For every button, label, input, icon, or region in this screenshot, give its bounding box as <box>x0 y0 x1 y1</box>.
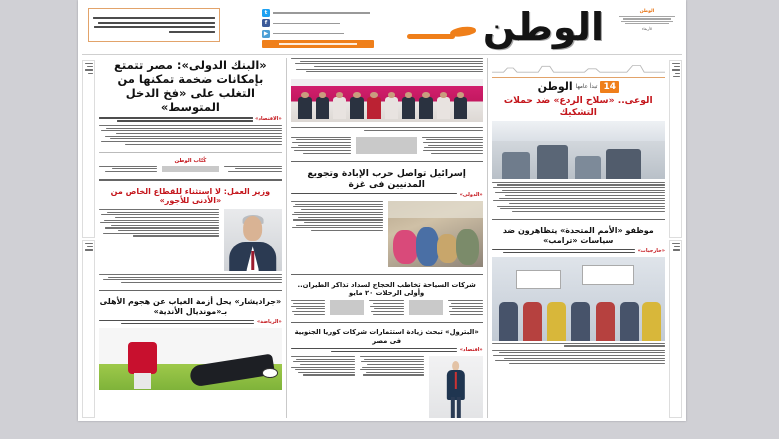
minister-block[interactable] <box>99 187 282 284</box>
anniversary-lead-text: تبدأ عامها <box>575 83 598 90</box>
anniversary-brand: الوطن <box>537 80 573 94</box>
social-handle <box>273 23 374 24</box>
tourism-block[interactable] <box>291 281 483 315</box>
gaza-kicker <box>291 192 483 198</box>
gaza-kicker-text <box>291 192 458 195</box>
social-row-youtube[interactable] <box>262 30 374 38</box>
youtube-icon: ▶ <box>263 30 269 37</box>
logo-swoosh-icon <box>450 25 477 38</box>
un-kicker-text <box>492 248 635 254</box>
column-divider <box>286 58 287 418</box>
logo-swoosh-tail <box>407 34 455 39</box>
middle-twocol-text <box>291 137 483 154</box>
app-download-button[interactable] <box>262 40 374 48</box>
strip-box <box>82 60 95 238</box>
corner-date: الأربعاء <box>641 27 653 32</box>
corner-title: الوطن <box>639 9 655 14</box>
anniversary-headline[interactable]: الوعى.. «سلاح الردع» ضد حملات التشكيك <box>503 95 653 118</box>
strip-box <box>669 60 682 238</box>
petroleum-block[interactable] <box>291 328 483 418</box>
petroleum-kicker-text <box>291 347 458 353</box>
un-headline[interactable]: موظفو «الأمم المتحدة» يتظاهرون ضد سياسات «ترامب» <box>502 226 654 246</box>
anniversary-header <box>492 80 665 93</box>
social-row-facebook[interactable] <box>262 19 374 27</box>
anniversary-badge: 14 <box>600 81 619 93</box>
social-handle <box>273 12 374 13</box>
minister-headline[interactable]: وزير العمل: لا استثناء للقطاع الخاص من «الأدنى للأجور» <box>110 186 271 206</box>
un-protest-photo[interactable] <box>492 257 665 341</box>
minister-body <box>99 274 282 283</box>
column-middle <box>291 58 483 418</box>
masthead-corner-info <box>614 9 680 31</box>
conference-photo-caption <box>291 127 483 131</box>
social-handle <box>273 33 374 34</box>
column-divider <box>487 58 488 418</box>
lead-kicker-text <box>99 116 253 122</box>
opinion-sidebar[interactable] <box>99 158 282 172</box>
lead-kicker-badge: «الاقتصاد» <box>255 116 282 123</box>
masthead-logo: الوطن <box>482 5 604 49</box>
column-right <box>99 58 282 418</box>
petroleum-kicker <box>291 347 483 353</box>
column-left <box>492 58 665 418</box>
petroleum-kicker-badge: «اقتصاد» <box>459 346 483 353</box>
twitter-icon: t <box>262 9 270 17</box>
tourism-headline[interactable]: شركات السياحة تخاطب الحجاج لسداد تذاكر الطيران.. وأولى الرحلات ٢٠ مايو <box>297 280 476 298</box>
un-protest-block[interactable] <box>492 226 665 364</box>
facebook-icon: f <box>262 19 270 27</box>
un-photo-caption <box>492 343 665 347</box>
promo-line <box>94 26 215 28</box>
newspaper-front-page <box>78 0 686 421</box>
lead-headline[interactable]: «البنك الدولى»: مصر تتمتع بإمكانات ضخمة تمكنها من التغلب على «فخ الدخل المتوسط» <box>114 58 267 115</box>
minister-portrait[interactable] <box>224 209 282 271</box>
masthead-promo-box[interactable] <box>88 8 220 42</box>
promo-line <box>93 17 215 19</box>
lead-kicker <box>99 116 282 122</box>
social-row-twitter[interactable] <box>262 9 374 17</box>
anniversary-body <box>492 182 665 212</box>
sports-kicker-badge: «الرياضة» <box>256 318 282 325</box>
gaza-block[interactable] <box>291 168 483 267</box>
un-kicker-badge: «خارجيات» <box>637 247 665 254</box>
strip-box <box>669 240 682 418</box>
middle-top-text <box>291 58 483 76</box>
conference-group-photo[interactable] <box>291 79 483 122</box>
masthead-social-block[interactable] <box>262 9 374 48</box>
sports-kicker-text <box>99 319 254 325</box>
official-portrait-photo[interactable] <box>429 356 483 418</box>
sports-kicker <box>99 319 282 325</box>
opinion-title: كُتّاب الوطن <box>174 157 207 164</box>
page-content <box>82 58 682 418</box>
promo-line <box>98 22 215 24</box>
lead-story-block[interactable] <box>99 58 282 145</box>
anniversary-block[interactable] <box>492 58 665 212</box>
petroleum-headline[interactable]: «البترول» تبحث زيادة استثمارات شركات كوريا الجنوبية فى مصر <box>294 328 479 345</box>
newsroom-photo[interactable] <box>492 121 665 179</box>
right-edge-strip <box>82 58 95 418</box>
sports-headline[interactable]: «جراديشار» يحل أزمة الغياب عن هجوم الأهلى بـ«مونديال الأندية» <box>99 297 282 317</box>
sports-block[interactable] <box>99 297 282 390</box>
un-body <box>492 350 665 364</box>
gaza-kicker-badge: «الدولى» <box>459 191 483 198</box>
left-edge-strip <box>669 58 682 418</box>
gaza-displaced-photo[interactable] <box>388 201 483 267</box>
un-kicker <box>492 248 665 254</box>
strip-box <box>82 240 95 418</box>
masthead <box>82 3 682 55</box>
gaza-headline[interactable]: إسرائيل تواصل حرب الإبادة وتجويع المدنيين فى غزة <box>307 167 466 190</box>
soccer-action-photo[interactable] <box>99 328 282 390</box>
decorative-skyline-icon <box>492 63 665 73</box>
promo-line <box>169 31 215 33</box>
lead-body <box>99 125 282 145</box>
